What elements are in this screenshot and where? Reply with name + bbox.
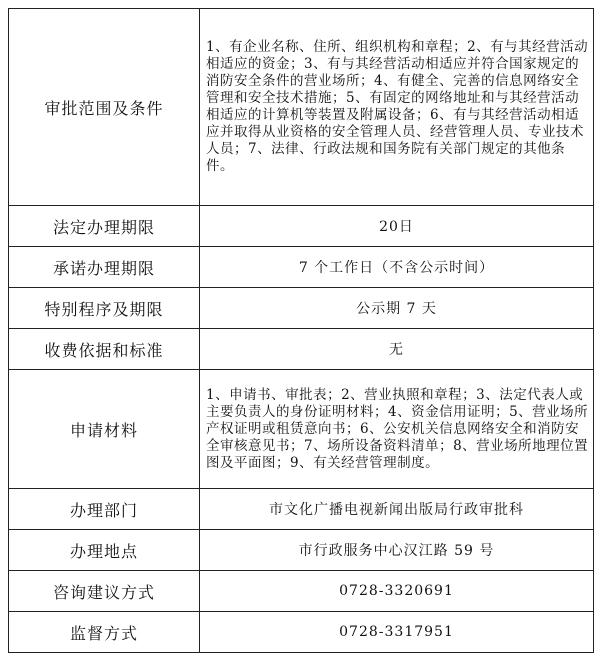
supervise-phone: 0728-3317951 xyxy=(200,612,594,653)
table-row xyxy=(9,206,594,247)
table-row xyxy=(9,247,594,288)
table-row xyxy=(9,571,594,612)
promised-period-value: 7 个工作日（不含公示时间） xyxy=(200,247,594,288)
table-row xyxy=(9,370,594,489)
department-value: 市文化广播电视新闻出版局行政审批科 xyxy=(200,489,594,530)
special-procedure-label: 特别程序及期限 xyxy=(9,288,200,329)
table-row xyxy=(9,329,594,370)
scope-label: 审批范围及条件 xyxy=(9,9,200,206)
legal-period-label: 法定办理期限 xyxy=(9,206,200,247)
table-row xyxy=(9,530,594,571)
materials-value: 1、申请书、审批表；2、营业执照和章程；3、法定代表人或主要负责人的身份证明材料；4、资金信用证明；5、营业场所产权证明或租赁意向书；6、公安机关信息网络安全和消防安全审核意见书；7、场所设备资料清单；8、营业场所地理位置图及平面图；9、有关经营管理制度。 xyxy=(200,370,594,489)
location-value: 市行政服务中心汉江路 59 号 xyxy=(200,530,594,571)
fee-label: 收费依据和标准 xyxy=(9,329,200,370)
department-label: 办理部门 xyxy=(9,489,200,530)
promised-period-label: 承诺办理期限 xyxy=(9,247,200,288)
consult-label: 咨询建议方式 xyxy=(9,571,200,612)
scope-value: 1、有企业名称、住所、组织机构和章程；2、有与其经营活动相适应的资金；3、有与其经营活动相适应并符合国家规定的消防安全条件的营业场所；4、有健全、完善的信息网络安全管理和安全技术措施；5、有固定的网络地址和与其经营活动相适应的计算机等装置及附属设备；6、有与其经营活动相适应并取得从业资格的安全管理人员、经营管理人员、专业技术人员；7、法律、行政法规和国务院有关部门规定的其他条件。 xyxy=(200,9,594,206)
legal-period-value: 20日 xyxy=(200,206,594,247)
materials-label: 申请材料 xyxy=(9,370,200,489)
location-label: 办理地点 xyxy=(9,530,200,571)
table-row xyxy=(9,489,594,530)
consult-phone: 0728-3320691 xyxy=(200,571,594,612)
special-procedure-value: 公示期 7 天 xyxy=(200,288,594,329)
approval-info-table xyxy=(8,8,594,653)
table-row xyxy=(9,9,594,206)
table-row xyxy=(9,288,594,329)
table-row xyxy=(9,612,594,653)
supervise-label: 监督方式 xyxy=(9,612,200,653)
fee-value: 无 xyxy=(200,329,594,370)
